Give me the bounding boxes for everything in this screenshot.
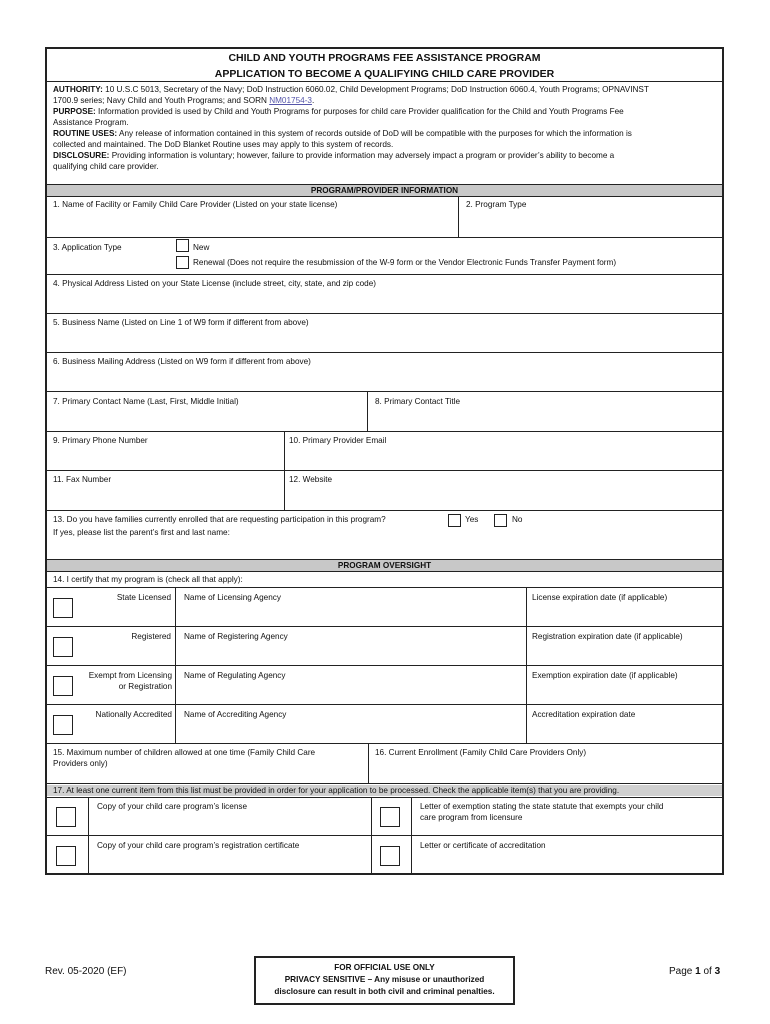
accredited-checkbox[interactable] [53, 715, 73, 735]
form-title-line1: CHILD AND YOUTH PROGRAMS FEE ASSISTANCE PROGRAM [228, 52, 541, 64]
license-expiration-label: License expiration date (if applicable) [532, 593, 668, 602]
q13-parent-name-label: If yes, please list the parent’s first and last name: [53, 528, 230, 537]
exemption-letter-line1: Letter of exemption stating the state statute that exempts your child [420, 802, 664, 811]
q16-current-enrollment-label: 16. Current Enrollment (Family Child Care Providers Only) [375, 748, 587, 757]
exempt-label-line1: Exempt from Licensing [88, 671, 172, 680]
q11-fax-label: 11. Fax Number [53, 475, 112, 484]
renewal-checkbox[interactable] [176, 256, 189, 269]
registered-checkbox[interactable] [53, 637, 73, 657]
divider [47, 237, 722, 238]
page-of: of [700, 966, 715, 977]
exempt-label [75, 670, 172, 692]
divider [47, 352, 722, 353]
divider [47, 81, 722, 82]
divider [47, 274, 722, 275]
q1-facility-name-label: 1. Name of Facility or Family Child Care Provider (Listed on your state license) [53, 200, 338, 209]
divider [47, 470, 722, 471]
divider [47, 196, 722, 197]
disclosure-text-2: qualifying child care provider. [53, 162, 159, 171]
page-current: 1 [695, 966, 701, 977]
form-title-line2: APPLICATION TO BECOME A QUALIFYING CHILD CARE PROVIDER [214, 68, 555, 80]
q15-max-children-label [53, 747, 315, 769]
divider [47, 571, 722, 572]
disclosure-label: DISCLOSURE: [53, 151, 110, 160]
divider [47, 665, 722, 666]
q13-families-question: 13. Do you have families currently enrolled that are requesting participation in this program? [53, 515, 386, 524]
accreditation-expiration-label: Accreditation expiration date [532, 710, 636, 719]
q8-contact-title-label: 8. Primary Contact Title [375, 397, 461, 406]
accreditation-letter-checkbox[interactable] [380, 846, 400, 866]
application-form [45, 47, 724, 875]
accredited-label: Nationally Accredited [95, 710, 172, 719]
q12-website-label: 12. Website [289, 475, 333, 484]
official-use-line3: disclosure can result in both civil and criminal penalties. [274, 987, 495, 996]
exemption-letter-label [420, 801, 664, 823]
exemption-letter-checkbox[interactable] [380, 807, 400, 827]
divider [47, 313, 722, 314]
divider [47, 797, 722, 798]
registering-agency-label: Name of Registering Agency [184, 632, 288, 641]
page-number [669, 966, 720, 977]
licensing-agency-label: Name of Licensing Agency [184, 593, 281, 602]
divider [47, 510, 722, 511]
authority-label: AUTHORITY: [53, 85, 103, 94]
q4-physical-address-label: 4. Physical Address Listed on your State License (include street, city, state, and zip code) [53, 279, 376, 288]
q2-program-type-label: 2. Program Type [466, 200, 527, 209]
exemption-expiration-label: Exemption expiration date (if applicable) [532, 671, 678, 680]
q13-no-checkbox[interactable] [494, 514, 507, 527]
official-use-line1: FOR OFFICIAL USE ONLY [334, 963, 435, 972]
purpose-text-2: Assistance Program. [53, 118, 129, 127]
page-prefix: Page [669, 966, 696, 977]
divider [368, 743, 369, 783]
state-licensed-label: State Licensed [116, 593, 171, 602]
q14-certify-label: 14. I certify that my program is (check all that apply): [53, 575, 243, 584]
q7-contact-name-label: 7. Primary Contact Name (Last, First, Middle Initial) [53, 397, 239, 406]
purpose-text: Information provided is used by Child and Youth Programs for purposes for child care Provider qualification for the Child and Youth Programs Fee [98, 107, 624, 116]
authority-text: 10 U.S.C 5013, Secretary of the Navy; DoD Instruction 6060.02, Child Development Programs; DoD Instruction 6060.4, Youth Programs; OPNAVINST [105, 85, 649, 94]
renewal-option-label: Renewal (Does not require the resubmission of the W-9 form or the Vendor Electronic Funds Transfer Payment form) [193, 258, 617, 267]
q3-application-type-label: 3. Application Type [53, 243, 122, 252]
divider [47, 587, 722, 588]
divider [88, 797, 89, 875]
divider [47, 704, 722, 705]
divider [411, 797, 412, 875]
exemption-letter-line2: care program from licensure [420, 813, 523, 822]
exempt-checkbox[interactable] [53, 676, 73, 696]
q13-no-label: No [512, 515, 523, 524]
divider [458, 196, 459, 237]
license-copy-label: Copy of your child care program’s license [97, 802, 248, 811]
regulating-agency-label: Name of Regulating Agency [184, 671, 286, 680]
divider [47, 626, 722, 627]
divider [47, 431, 722, 432]
q15-line1: 15. Maximum number of children allowed at one time (Family Child Care [53, 748, 316, 757]
official-use-line2: PRIVACY SENSITIVE – Any misuse or unauthorized [284, 975, 485, 984]
page-total: 3 [714, 966, 721, 977]
q13-yes-label: Yes [465, 515, 479, 524]
q13-yes-checkbox[interactable] [448, 514, 461, 527]
q6-mailing-address-label: 6. Business Mailing Address (Listed on W9 form if different from above) [53, 357, 311, 366]
routine-uses-text: Any release of information contained in this system of records outside of DoD will be compatible with the purposes for which the information is [118, 129, 632, 138]
accrediting-agency-label: Name of Accrediting Agency [184, 710, 287, 719]
routine-uses-label: ROUTINE USES: [53, 129, 118, 138]
q9-phone-label: 9. Primary Phone Number [53, 436, 148, 445]
purpose-label: PURPOSE: [53, 107, 96, 116]
authority-text-2: 1700.9 series; Navy Child and Youth Programs; and SORN [53, 96, 267, 105]
new-option-label: New [193, 243, 210, 252]
divider [367, 391, 368, 431]
new-checkbox[interactable] [176, 239, 189, 252]
q10-email-label: 10. Primary Provider Email [289, 436, 387, 445]
license-copy-checkbox[interactable] [56, 807, 76, 827]
section-header-provider-info: PROGRAM/PROVIDER INFORMATION [47, 185, 722, 196]
registered-label: Registered [131, 632, 171, 641]
disclosure-text: Providing information is voluntary; however, failure to provide information may adversely impact a program or provider’s ability to become a [111, 151, 615, 160]
divider [47, 783, 722, 784]
registration-copy-checkbox[interactable] [56, 846, 76, 866]
divider [47, 743, 722, 744]
q17-instruction: 17. At least one current item from this list must be provided in order for your application to be processed. Check the applicable item(s) that you are providing. [47, 785, 722, 796]
divider [371, 797, 372, 875]
official-use-box [254, 956, 515, 1005]
privacy-statement: AUTHORITY: 10 U.S.C 5013, Secretary of the Navy; DoD Instruction 6060.02, Child Development Programs; DoD Instruction 6060.4, Youth Programs; OPNAVINST 1700.9 series; Navy Child and Youth Programs; and SORN NM01754-3. PURPOSE: Information provided is used by Child and Youth Programs for purposes for child care Provider qualification for the Child and Youth Programs Fee Assistance Program. ROUTINE USES: Any release of information contained in this system of records outside of DoD will be compatible with the purposes for which the information is collected and maintained. The DoD Blanket Routine uses may apply to this system of records. DISCLOSURE: Providing information is voluntary; however, failure to provide information may adversely impact a program or provider’s ability to become a qualifying child care provider. [53, 85, 649, 171]
sorn-link[interactable]: NM01754-3 [269, 96, 312, 105]
divider [47, 835, 722, 836]
revision-label: Rev. 05-2020 (EF) [45, 966, 127, 977]
state-licensed-checkbox[interactable] [53, 598, 73, 618]
routine-uses-text-2: collected and maintained. The DoD Blanket Routine uses may apply to this system of records. [53, 140, 394, 149]
registration-expiration-label: Registration expiration date (if applicable) [532, 632, 683, 641]
divider [47, 391, 722, 392]
q15-line2: Providers only) [53, 759, 108, 768]
exempt-label-line2: or Registration [118, 682, 172, 691]
accreditation-letter-label: Letter or certificate of accreditation [420, 841, 546, 850]
section-header-program-oversight: PROGRAM OVERSIGHT [47, 560, 722, 571]
q5-business-name-label: 5. Business Name (Listed on Line 1 of W9 form if different from above) [53, 318, 309, 327]
registration-copy-label: Copy of your child care program’s registration certificate [97, 841, 300, 850]
